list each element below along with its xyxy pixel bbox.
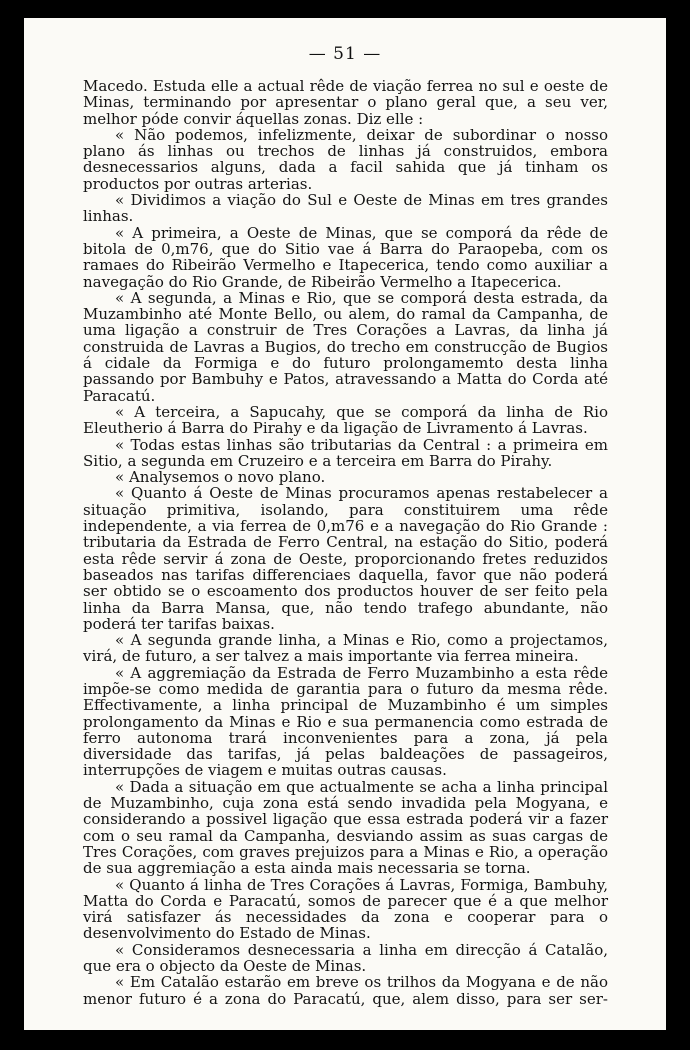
paragraph: « A primeira, a Oeste de Minas, que se comporá da rêde de bitola de 0,m76, que do Sitio vae á Barra do Paraopeba, com os ramaes do Ribeirão Vermelho e Itapecerica, tendo como auxiliar a navegação do Rio Grande, de Ribeirão Vermelho a Itapecerica. <box>83 223 608 291</box>
paragraph: « Dividimos a viação do Sul e Oeste de Minas em tres grandes linhas. <box>83 191 608 226</box>
book-page <box>24 18 666 1030</box>
paragraph: « Todas estas linhas são tributarias da Central : a primeira em Sitio, a segunda em Cruzeiro e a terceira em Barra do Pirahy. <box>83 435 608 470</box>
paragraph: « A segunda grande linha, a Minas e Rio, como a projectamos, virá, de futuro, a ser talvez a mais importante via ferrea mineira. <box>83 631 608 666</box>
paragraph: « Dada a situação em que actualmente se acha a linha principal de Muzambinho, cuja zona está sendo invadida pela Mogyana, e considerando a possivel ligação que essa estrada poderá vir a fazer com o seu ramal da Campanha, desviando assim as suas cargas de Tres Corações, com graves prejuizos para a Minas e Rio, a operação de sua aggremiação a esta ainda mais necessaria se torna. <box>83 777 608 878</box>
paragraph: Macedo. Estuda elle a actual rêde de viação ferrea no sul e oeste de Minas, terminando por apresentar o plano geral que, a seu ver, melhor póde convir áquellas zonas. Diz elle : <box>83 77 608 128</box>
paragraph: « A terceira, a Sapucahy, que se comporá da linha de Rio Eleutherio á Barra do Pirahy e da ligação de Livramento á Lavras. <box>83 402 608 438</box>
paragraph: « Quanto á linha de Tres Corações á Lavras, Formiga, Bambuhy, Matta do Corda e Paracatú, somos de parecer que é a que melhor virá satisfazer ás necessidades da zona e cooperar para o desenvolvimento do Estado de Minas. <box>83 875 608 943</box>
paragraph: « A aggremiação da Estrada de Ferro Muzambinho a esta rêde impõe-se como medida de garantia para o futuro da mesma rêde. Effectivamente, a linha principal de Muzambinho é um simples prolongamento da Minas e Rio e sua permanencia como estrada de ferro autonoma trará inconvenientes para a zona, já pela diversidade das tarifas, já pelas baldeações de passageiros, interrupções de viagem e muitas outras causas. <box>83 663 608 780</box>
body-text <box>83 78 608 1007</box>
paragraph: « Analysemos o novo plano. <box>115 468 326 487</box>
paragraph: « Não podemos, infelizmente, deixar de subordinar o nosso plano ás linhas ou trechos de linhas já construidos, embora desnecessarios alguns, dada a facil sahida que já tinham os productos por outras arterias. <box>83 125 608 193</box>
paragraph: « Consideramos desnecessaria a linha em direcção á Catalão, que era o objecto da Oeste de Minas. <box>83 940 608 976</box>
paragraph: « Em Catalão estarão em breve os trilhos da Mogyana e de não menor futuro é a zona do Paracatú, que, alem disso, para ser ser- <box>83 973 608 1008</box>
paragraph: « A segunda, a Minas e Rio, que se comporá desta estrada, da Muzambinho até Monte Bello, ou alem, do ramal da Campanha, de uma ligação a construir de Tres Corações a Lavras, da linha já construida de Lavras a Bugios, do trecho em construcção de Bugios á cidale da Formiga e do futuro prolongamemto desta linha passando por Bambuhy e Patos, atravessando a Matta do Corda até Paracatú. <box>83 288 608 405</box>
paragraph: « Quanto á Oeste de Minas procuramos apenas restabelecer a situação primitiva, isolando, para constituirem uma rêde independente, a via ferrea de 0,m76 e a navegação do Rio Grande : tributaria da Estrada de Ferro Central, na estação do Sitio, poderá esta rêde servir á zona de Oeste, proporcionando fretes reduzidos baseados nas tarifas differenciaes daquella, favor que não poderá ser obtido se o escoamento dos productos houver de ser feito pela linha da Barra Mansa, que, não tendo trafego abundante, não poderá ter tarifas baixas. <box>83 484 608 633</box>
page-number: — 51 — <box>308 44 382 64</box>
